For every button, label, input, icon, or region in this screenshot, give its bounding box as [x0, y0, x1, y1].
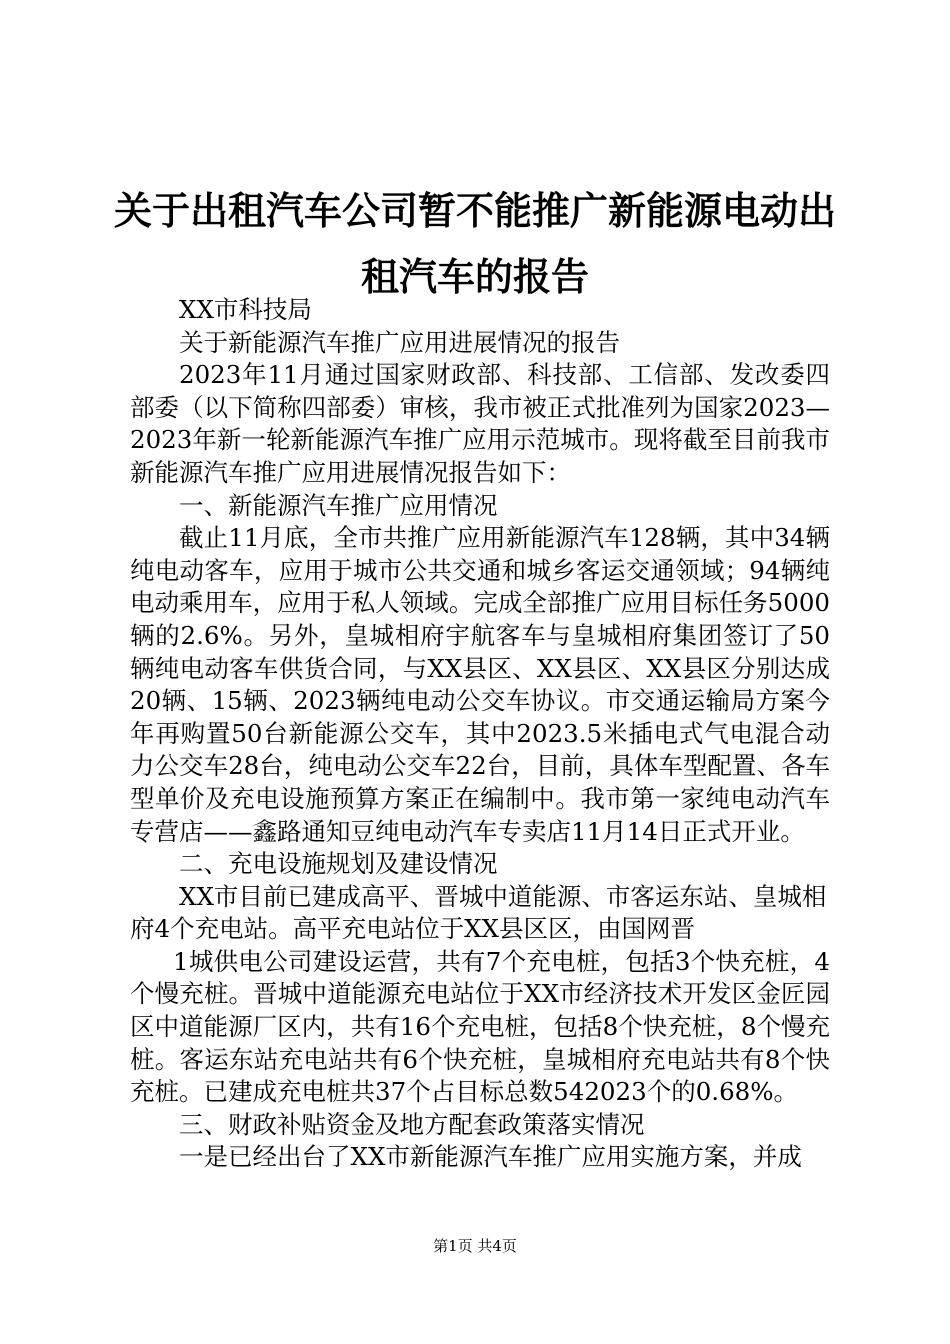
section-heading-3: 三、财政补贴资金及地方配套政策落实情况: [179, 1109, 645, 1139]
paragraph-section-1: 截止11月底，全市共推广应用新能源汽车128辆，其中34辆纯电动客车，应用于城市公共交通和城乡客运交通领域；94辆纯电动乘用车，应用于私人领域。完成全部推广应用目标任务5000辆的2.6%。另外，皇城相府宇航客车与皇城相府集团签订了50辆纯电动客车供货合同，与XX县区、XX县区、XX县区分别达成20辆、15辆、2023辆纯电动公交车协议。市交通运输局方案今年再购置50台新能源公交车，其中2023.5米插电式气电混合动力公交车28台，纯电动公交车22台，目前，具体车型配置、各车型单价及充电设施预算方案正在编制中。我市第一家纯电动汽车专营店——鑫路通知豆纯电动汽车专卖店11月14日正式开业。: [130, 523, 830, 846]
paragraph-section-2a: XX市目前已建成高平、晋城中道能源、市客运东站、皇城相府4个充电站。高平充电站位于XX县区区，由国网晋: [130, 881, 827, 944]
paragraph-section-2b: 1城供电公司建设运营，共有7个充电桩，包括3个快充桩，4个慢充桩。晋城中道能源充电站位于XX市经济技术开发区金匠园区中道能源厂区内，共有16个充电桩，包括8个快充桩，8个慢充桩。客运东站充电站共有6个快充桩，皇城相府充电站共有8个快充桩。已建成充电桩共37个占目标总数542023个的0.68%。: [130, 946, 830, 1107]
section-heading-2: 二、充电设施规划及建设情况: [179, 849, 498, 879]
document-title: 关于出租汽车公司暂不能推广新能源电动出租汽车的报告: [113, 189, 836, 299]
paragraph-report-subject: 关于新能源汽车推广应用进展情况的报告: [179, 327, 620, 357]
paragraph-intro: 2023年11月通过国家财政部、科技部、工信部、发改委四部委（以下简称四部委）审核，我市被正式批准列为国家2023—2023年新一轮新能源汽车推广应用示范城市。现将截至目前我市新能源汽车推广应用进展情况报告如下：: [130, 360, 830, 487]
section-heading-1: 一、新能源汽车推广应用情况: [179, 490, 498, 520]
paragraph-section-3: 一是已经出台了XX市新能源汽车推广应用实施方案，并成: [179, 1142, 802, 1172]
paragraph-recipient: XX市科技局: [179, 295, 312, 324]
page-footer: 第1页 共4页: [433, 1237, 517, 1255]
document-body: [130, 294, 830, 1174]
